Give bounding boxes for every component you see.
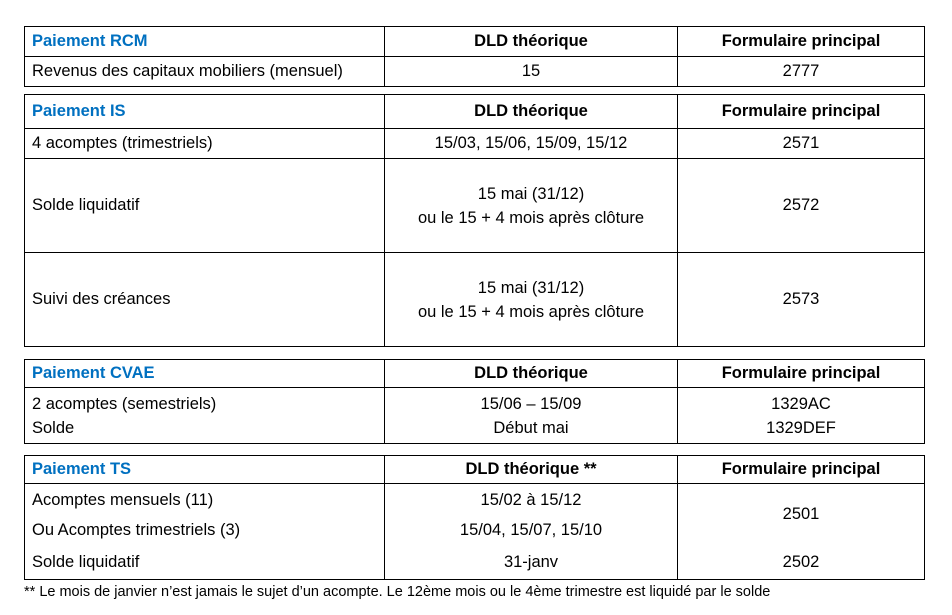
table-row (25, 253, 925, 347)
rcm-header-row (25, 27, 925, 57)
is-header-row (25, 95, 925, 129)
is-col-dld: DLD théorique (385, 95, 678, 129)
ts-label-3: Solde liquidatif (25, 546, 385, 580)
is-row2-dld-line1: 15 mai (31/12) (477, 184, 585, 203)
is-col-form: Formulaire principal (678, 95, 925, 129)
ts-col-dld: DLD théorique ** (385, 456, 678, 484)
cvae-forms (678, 388, 925, 444)
is-row2-dld (385, 159, 678, 253)
is-row2-form: 2572 (678, 159, 925, 253)
cvae-label-2: Solde (32, 418, 75, 437)
ts-dld-3: 31-janv (385, 546, 678, 580)
table-row (25, 546, 925, 580)
ts-dld-1: 15/02 à 15/12 (480, 490, 582, 509)
rcm-row-label: Revenus des capitaux mobiliers (mensuel) (25, 57, 385, 87)
cvae-table (24, 359, 925, 444)
cvae-labels (25, 388, 385, 444)
footnote: ** Le mois de janvier n’est jamais le sujet d’un acompte. Le 12ème mois ou le 4ème trimestre est liquidé par le solde (24, 584, 771, 600)
ts-label-1: Acomptes mensuels (11) (32, 490, 214, 509)
table-row (25, 57, 925, 87)
cvae-dld-1: 15/06 – 15/09 (480, 394, 582, 413)
ts-title: Paiement TS (25, 456, 385, 484)
is-row1-dld: 15/03, 15/06, 15/09, 15/12 (385, 129, 678, 159)
table-row (25, 159, 925, 253)
table-row (25, 129, 925, 159)
cvae-header-row (25, 360, 925, 388)
is-title: Paiement IS (25, 95, 385, 129)
rcm-row-dld: 15 (385, 57, 678, 87)
ts-table (24, 455, 925, 580)
ts-dld-2: 15/04, 15/07, 15/10 (459, 520, 603, 539)
table-row (25, 484, 925, 546)
rcm-table (24, 26, 925, 87)
ts-form-1: 2501 (678, 484, 925, 546)
is-row3-dld (385, 253, 678, 347)
rcm-row-form: 2777 (678, 57, 925, 87)
rcm-col-form: Formulaire principal (678, 27, 925, 57)
cvae-col-dld: DLD théorique (385, 360, 678, 388)
ts-header-row (25, 456, 925, 484)
ts-dlds (385, 484, 678, 546)
cvae-col-form: Formulaire principal (678, 360, 925, 388)
ts-label-2: Ou Acomptes trimestriels (3) (32, 520, 241, 539)
is-row2-label: Solde liquidatif (25, 159, 385, 253)
cvae-dld-2: Début mai (493, 418, 569, 437)
is-row1-label: 4 acomptes (trimestriels) (25, 129, 385, 159)
is-table (24, 94, 925, 347)
is-row2-dld-line2: ou le 15 + 4 mois après clôture (417, 208, 645, 227)
ts-col-form: Formulaire principal (678, 456, 925, 484)
ts-form-3: 2502 (678, 546, 925, 580)
cvae-title: Paiement CVAE (25, 360, 385, 388)
cvae-form-1: 1329AC (771, 394, 831, 413)
is-row3-label: Suivi des créances (25, 253, 385, 347)
is-row3-dld-line2: ou le 15 + 4 mois après clôture (417, 302, 645, 321)
is-row1-form: 2571 (678, 129, 925, 159)
cvae-form-2: 1329DEF (766, 418, 836, 437)
ts-labels (25, 484, 385, 546)
cvae-label-1: 2 acomptes (semestriels) (32, 394, 217, 413)
is-row3-dld-line1: 15 mai (31/12) (477, 278, 585, 297)
rcm-title: Paiement RCM (25, 27, 385, 57)
is-row3-form: 2573 (678, 253, 925, 347)
table-row (25, 388, 925, 444)
rcm-col-dld: DLD théorique (385, 27, 678, 57)
cvae-dlds (385, 388, 678, 444)
